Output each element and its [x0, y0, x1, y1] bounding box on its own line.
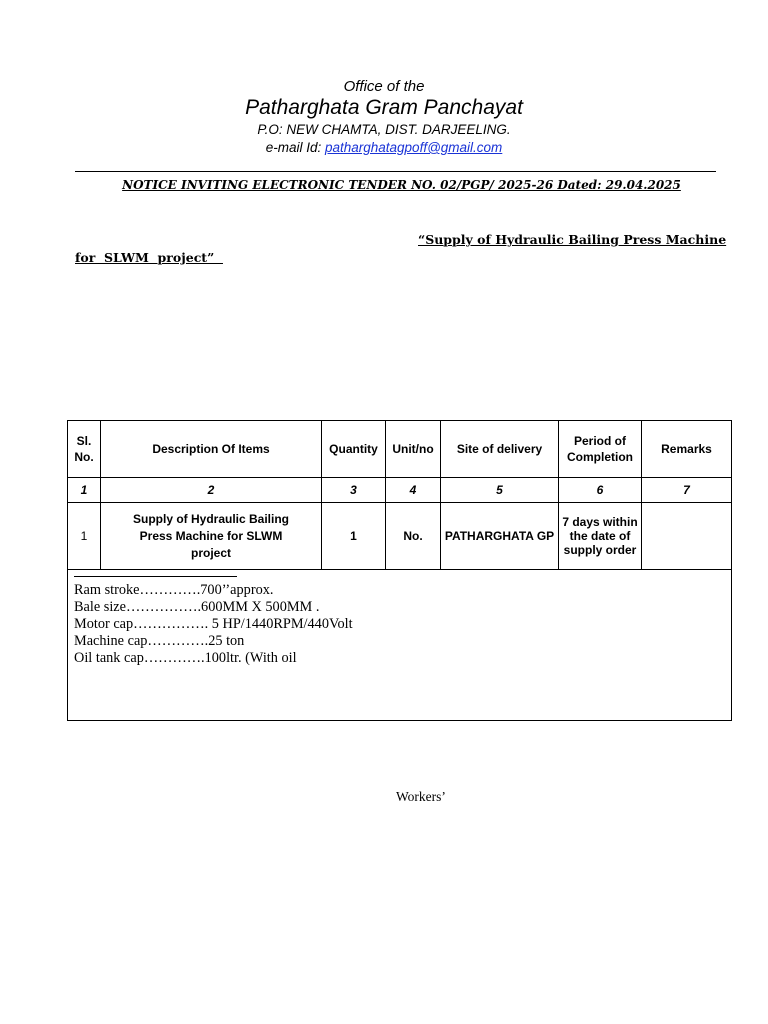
column-number: 1 [68, 478, 101, 503]
subject-line-2: for SLWM project” [75, 250, 223, 265]
spec-machine-cap: Machine cap………….25 ton [74, 633, 245, 649]
spec-row [68, 570, 732, 721]
item-period [559, 503, 642, 570]
item-remarks [642, 503, 732, 570]
header-sl-no [68, 421, 101, 478]
office-of-heading: Office of the [343, 78, 425, 95]
item-sl: 1 [68, 503, 101, 570]
item-period-line3: supply order [563, 543, 637, 557]
subject-line-1: “Supply of Hydraulic Bailing Press Machine [418, 232, 727, 247]
column-number-row [68, 478, 732, 503]
email-line [0, 140, 768, 155]
header-sl-line1: Sl. [76, 434, 92, 448]
spec-ram-stroke: Ram stroke………….700’’approx. [74, 582, 274, 598]
column-number: 2 [101, 478, 322, 503]
header-period-line2: Completion [567, 450, 633, 464]
column-number: 6 [559, 478, 642, 503]
item-period-line1: 7 days within [562, 515, 638, 529]
item-description-line2: Press Machine for SLWM [139, 528, 283, 543]
item-period-line2: the date of [569, 529, 631, 543]
email-link[interactable]: patharghatagpoff@gmail.com [324, 140, 503, 155]
table-row [68, 503, 732, 570]
header-remarks: Remarks [642, 421, 732, 478]
tender-table [67, 420, 732, 721]
header-sl-line2: No. [74, 450, 94, 464]
spec-bale-size: Bale size…………….600MM X 500MM . [74, 599, 320, 615]
gram-panchayat-name: Patharghata Gram Panchayat [245, 96, 523, 119]
postal-address: P.O: NEW CHAMTA, DIST. DARJEELING. [257, 122, 511, 137]
item-unit: No. [386, 503, 441, 570]
header-site: Site of delivery [441, 421, 559, 478]
notice-title: NOTICE INVITING ELECTRONIC TENDER NO. 02/PGP/ 2025-26 Dated: 29.04.2025 [122, 178, 681, 192]
spec-oil-tank-cap: Oil tank cap………….100ltr. (With oil [74, 650, 297, 666]
column-number: 5 [441, 478, 559, 503]
spec-cell [68, 570, 732, 721]
column-number: 4 [386, 478, 441, 503]
email-label: e-mail Id: [265, 140, 325, 155]
item-description-line3: project [190, 545, 231, 560]
spec-motor-cap: Motor cap……………. 5 HP/1440RPM/440Volt [74, 616, 353, 632]
workers-text: Workers’ [396, 789, 446, 804]
item-quantity: 1 [322, 503, 386, 570]
item-site: PATHARGHATA GP [441, 503, 559, 570]
header-period [559, 421, 642, 478]
spec-divider [74, 576, 237, 577]
item-description [101, 503, 322, 570]
header-unit: Unit/no [386, 421, 441, 478]
header-description: Description Of Items [101, 421, 322, 478]
spec-list [74, 574, 731, 667]
column-number: 7 [642, 478, 732, 503]
column-number: 3 [322, 478, 386, 503]
header-quantity: Quantity [322, 421, 386, 478]
item-description-line1: Supply of Hydraulic Bailing [132, 511, 290, 526]
table-header-row [68, 421, 732, 478]
header-period-line1: Period of [573, 434, 626, 448]
header-divider [75, 171, 716, 172]
